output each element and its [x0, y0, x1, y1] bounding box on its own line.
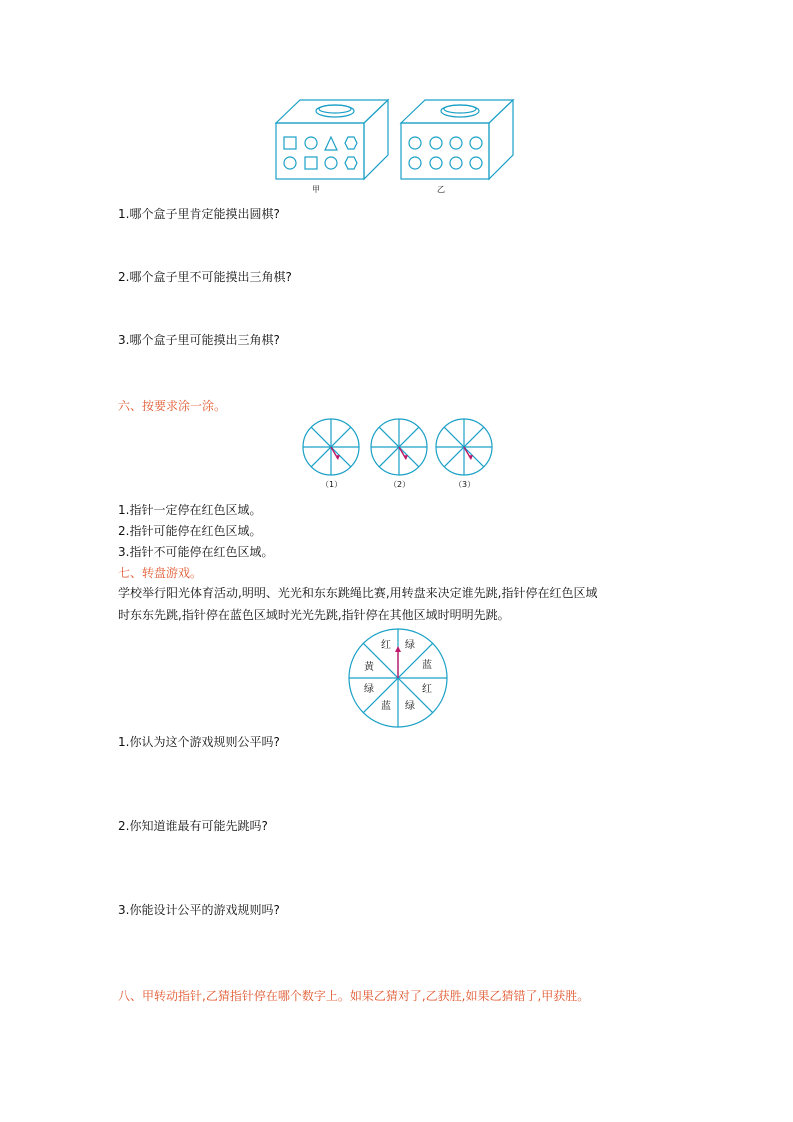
wheel-label-blue: 蓝 — [422, 660, 432, 671]
box-b-illustration — [395, 95, 525, 185]
question-text: 1.哪个盒子里肯定能摸出圆棋? — [118, 207, 280, 221]
question-text: 3.你能设计公平的游戏规则吗? — [118, 903, 280, 917]
box-a-label: 甲 — [312, 185, 320, 194]
wheel-label-green: 绿 — [405, 640, 415, 651]
instruction-item: 3.指针不可能停在红色区域。 — [118, 545, 274, 559]
box-b-label: 乙 — [437, 185, 445, 194]
section-title: 六、按要求涂一涂。 — [118, 399, 227, 413]
question-text: 1.你认为这个游戏规则公平吗? — [118, 735, 280, 749]
spinner-caption: （2） — [389, 480, 411, 489]
box-a-illustration — [270, 95, 400, 185]
spinner-3 — [435, 418, 493, 476]
paragraph-line: 时东东先跳,指针停在蓝色区域时光光先跳,指针停在其他区域时明明先跳。 — [118, 608, 510, 622]
spinner-caption: （3） — [454, 480, 476, 489]
wheel-label-red: 红 — [381, 640, 391, 651]
instruction-item: 1.指针一定停在红色区域。 — [118, 503, 262, 517]
wheel-label-green: 绿 — [405, 701, 415, 712]
spinner-1 — [302, 418, 360, 476]
game-wheel — [348, 628, 448, 728]
wheel-label-yellow: 黄 — [364, 662, 374, 673]
paragraph-line: 学校举行阳光体育活动,明明、光光和东东跳绳比赛,用转盘来决定谁先跳,指针停在红色区域 — [118, 586, 598, 600]
wheel-label-blue: 蓝 — [381, 701, 391, 712]
section-title: 七、转盘游戏。 — [118, 566, 203, 580]
wheel-label-green: 绿 — [364, 684, 374, 695]
spinner-2 — [370, 418, 428, 476]
spinner-caption: （1） — [321, 480, 343, 489]
question-text: 2.哪个盒子里不可能摸出三角棋? — [118, 270, 292, 284]
instruction-item: 2.指针可能停在红色区域。 — [118, 524, 262, 538]
question-text: 2.你知道谁最有可能先跳吗? — [118, 819, 268, 833]
question-text: 3.哪个盒子里可能摸出三角棋? — [118, 333, 280, 347]
wheel-label-red: 红 — [422, 684, 432, 695]
section-title: 八、甲转动指针,乙猜指针停在哪个数字上。如果乙猜对了,乙获胜,如果乙猜错了,甲获胜。 — [118, 989, 590, 1003]
